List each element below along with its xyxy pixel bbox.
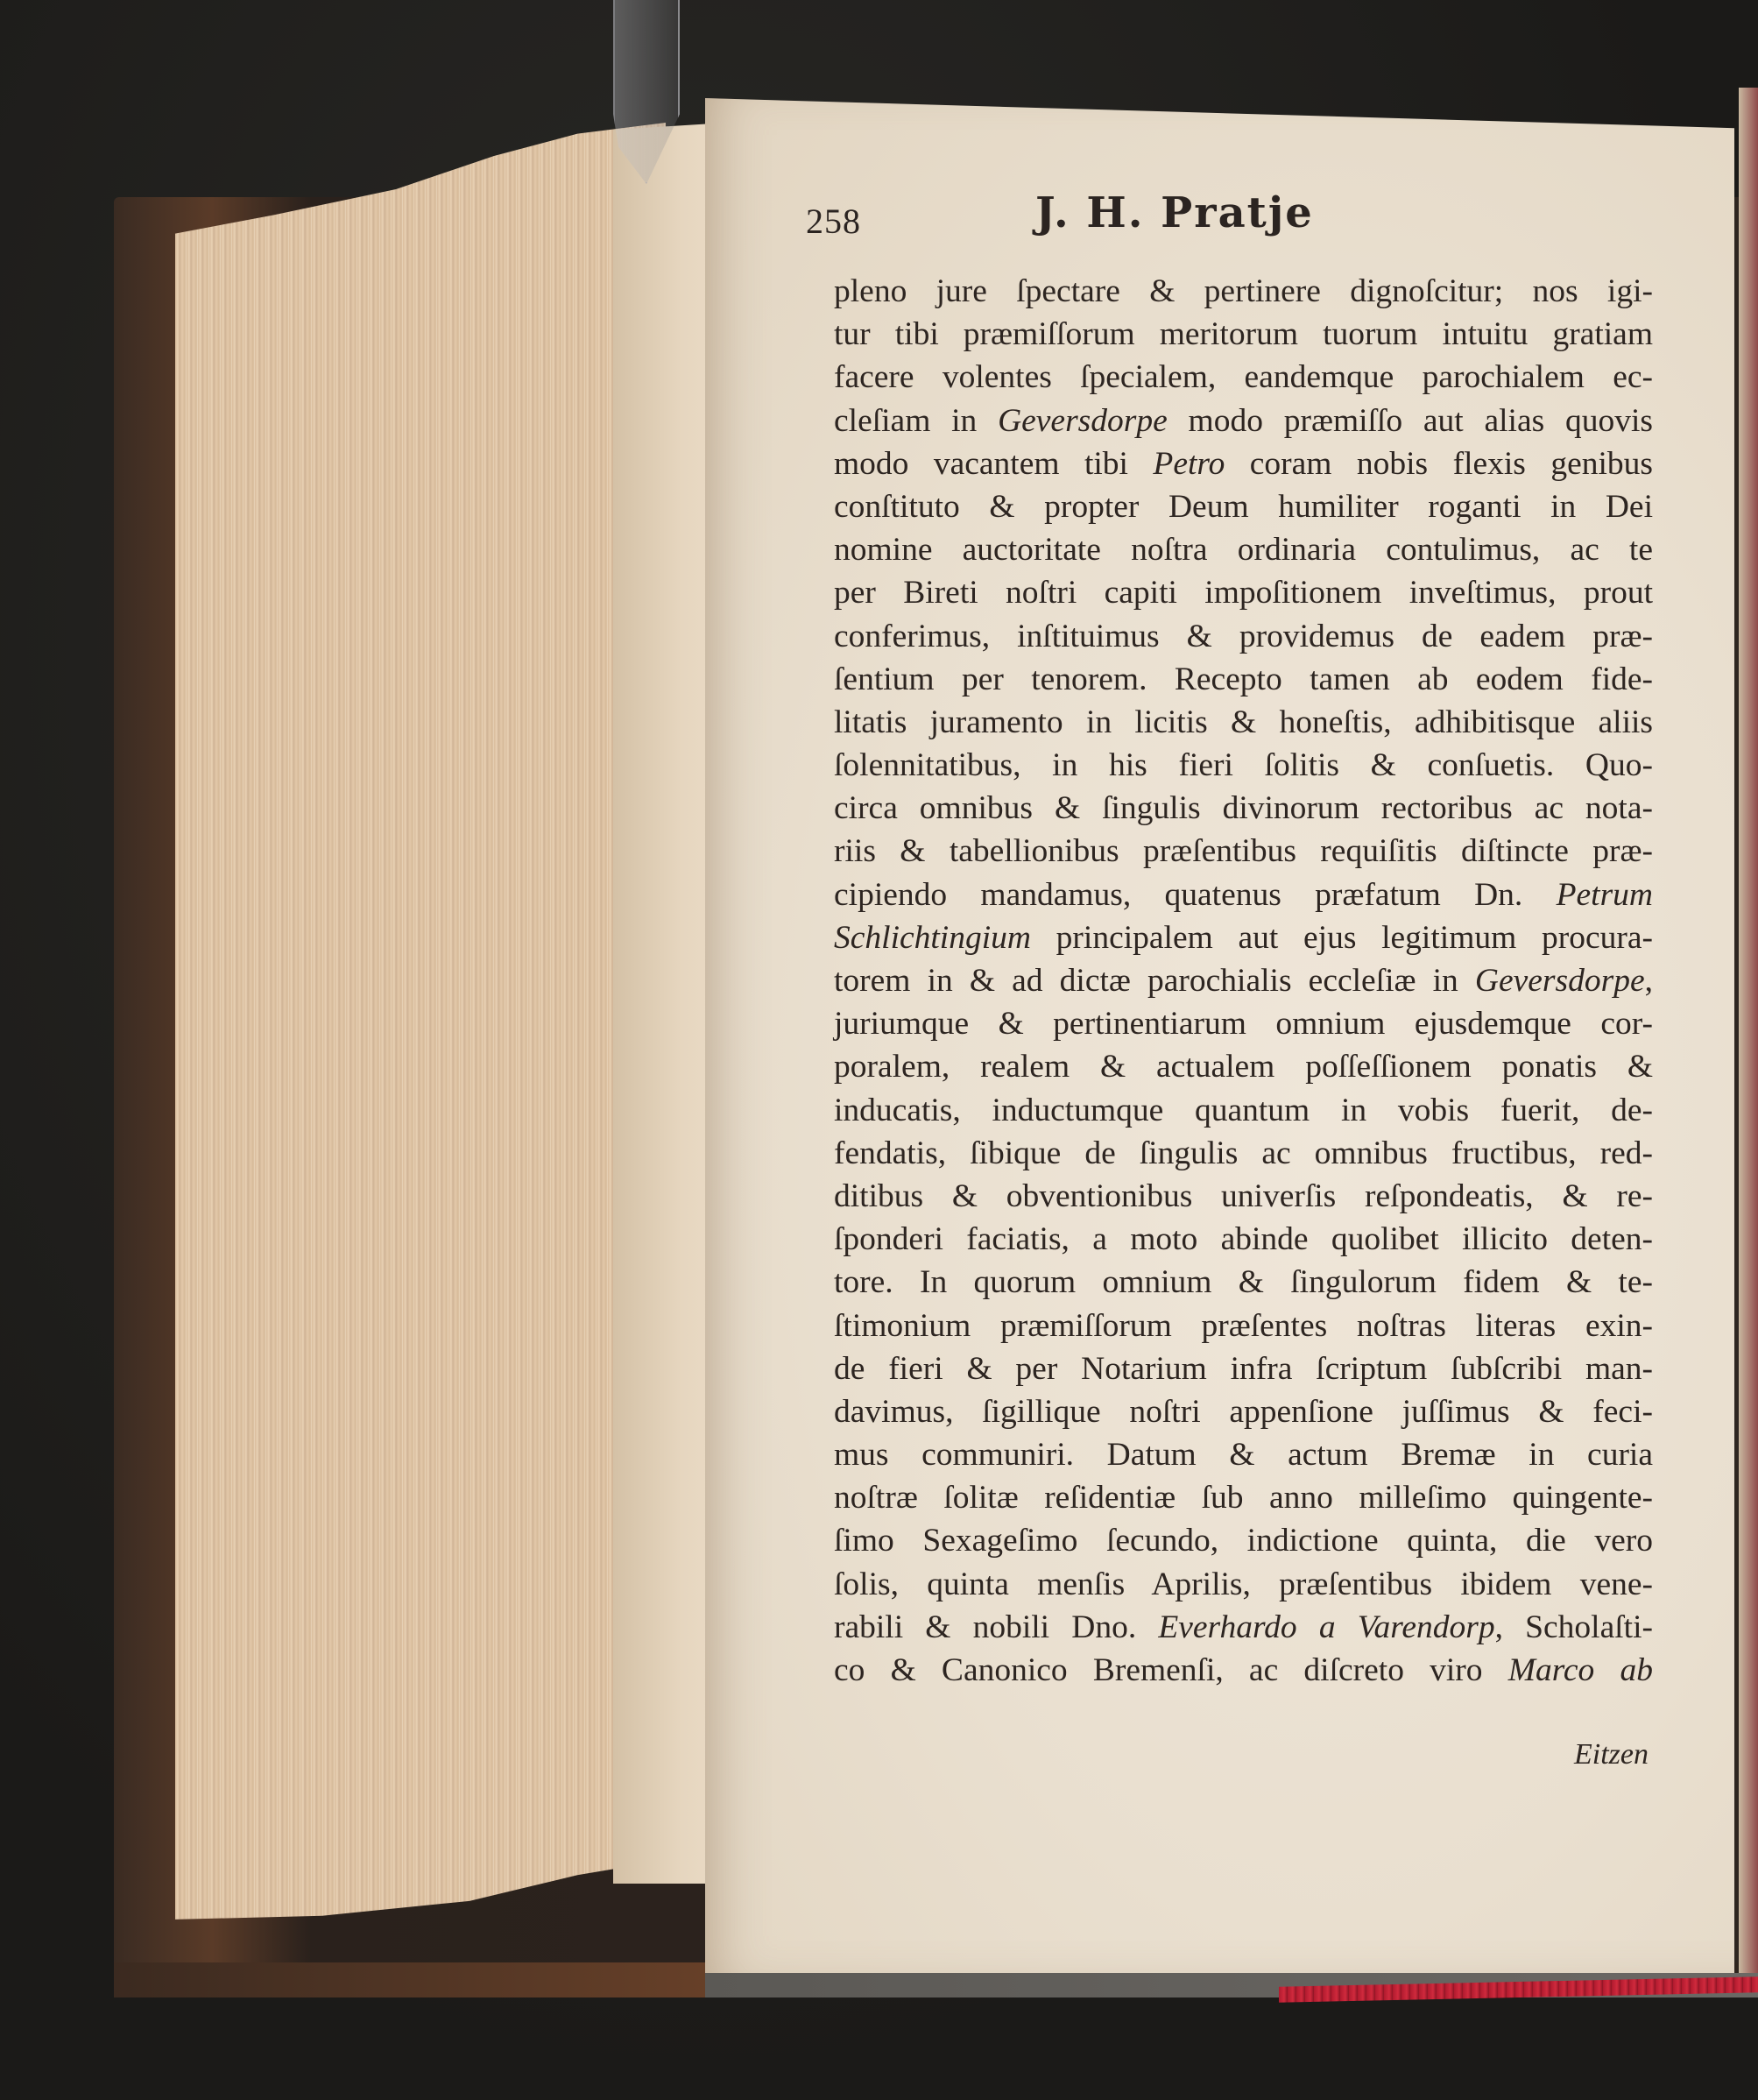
page-header bbox=[806, 188, 1647, 250]
running-head: J. H. Pratje bbox=[1035, 188, 1314, 237]
text-line: ſolis, quinta menſis Aprilis, præſentibus ibidem vene- bbox=[834, 1566, 1653, 1602]
text-line: ſimo Sexageſimo ſecundo, indictione quinta, die vero bbox=[834, 1523, 1653, 1559]
italic-name: Petro bbox=[1153, 445, 1225, 482]
body-text bbox=[834, 270, 1653, 1692]
text-line: ditibus & obventionibus univerſis reſpondeatis, & re- bbox=[834, 1177, 1653, 1214]
page-number: 258 bbox=[806, 202, 861, 241]
text-line: ſolennitatibus, in his fieri ſolitis & conſuetis. Quo- bbox=[834, 747, 1653, 784]
text-line: davimus, ſigillique noſtri appenſione juſſimus & feci- bbox=[834, 1393, 1653, 1430]
text-line: nomine auctoritate noſtra ordinaria contulimus, ac te bbox=[834, 532, 1653, 569]
italic-name: Everhardo a Varendorp bbox=[1158, 1609, 1495, 1645]
text-line: riis & tabellionibus præſentibus requiſitis diſtincte præ- bbox=[834, 833, 1653, 870]
right-binding-edge bbox=[1739, 88, 1758, 1980]
text-line: cipiendo mandamus, quatenus præfatum Dn. Petrum bbox=[834, 876, 1653, 913]
text-line: cleſiam in Geversdorpe modo præmiſſo aut alias quovis bbox=[834, 402, 1653, 439]
left-page-stack bbox=[175, 123, 666, 1971]
italic-name: Petrum bbox=[1556, 876, 1653, 913]
text-line: ſentium per tenorem. Recepto tamen ab eodem fide- bbox=[834, 661, 1653, 697]
text-line: torem in & ad dictæ parochialis eccleſiæ in Geversdorpe, bbox=[834, 963, 1653, 999]
text-line: Schlichtingium principalem aut ejus legitimum procura- bbox=[834, 919, 1653, 956]
text-line: litatis juramento in licitis & honeſtis, adhibitisque aliis bbox=[834, 704, 1653, 740]
text-line: rabili & nobili Dno. Everhardo a Varendorp, Scholaſti- bbox=[834, 1609, 1653, 1645]
text-line: conſtituto & propter Deum humiliter roganti in Dei bbox=[834, 488, 1653, 525]
catchword: Eitzen bbox=[1574, 1738, 1649, 1771]
text-line: ſponderi faciatis, a moto abinde quolibet illicito deten- bbox=[834, 1221, 1653, 1258]
text-line: conferimus, inſtituimus & providemus de eadem præ- bbox=[834, 618, 1653, 654]
text-line: mus communiri. Datum & actum Bremæ in curia bbox=[834, 1437, 1653, 1474]
text-line: modo vacantem tibi Petro coram nobis flexis genibus bbox=[834, 445, 1653, 482]
text-line: circa omnibus & ſingulis divinorum rectoribus ac nota- bbox=[834, 790, 1653, 827]
italic-name: Geversdorpe bbox=[1474, 963, 1645, 999]
text-line: co & Canonico Bremenſi, ac diſcreto viro Marco ab bbox=[834, 1652, 1653, 1688]
text-line: juriumque & pertinentiarum omnium ejusdemque cor- bbox=[834, 1006, 1653, 1043]
italic-name: Marco ab bbox=[1507, 1652, 1653, 1688]
text-line: pleno jure ſpectare & pertinere dignoſcitur; nos igi- bbox=[834, 273, 1653, 309]
italic-name: Geversdorpe bbox=[998, 402, 1168, 439]
text-line: tore. In quorum omnium & ſingulorum fidem & te- bbox=[834, 1264, 1653, 1301]
text-line: poralem, realem & actualem poſſeſſionem ponatis & bbox=[834, 1049, 1653, 1085]
text-line: de fieri & per Notarium infra ſcriptum ſubſcribi man- bbox=[834, 1350, 1653, 1387]
text-line: facere volentes ſpecialem, eandemque parochialem ec- bbox=[834, 359, 1653, 396]
text-line: per Bireti noſtri capiti impoſitionem inveſtimus, prout bbox=[834, 575, 1653, 612]
text-line: ſtimonium præmiſſorum præſentes noſtras literas exin- bbox=[834, 1307, 1653, 1344]
text-line: noſtræ ſolitæ reſidentiæ ſub anno milleſimo quingente- bbox=[834, 1480, 1653, 1517]
text-line: fendatis, ſibique de ſingulis ac omnibus fructibus, red- bbox=[834, 1135, 1653, 1171]
text-line: tur tibi præmiſſorum meritorum tuorum intuitu gratiam bbox=[834, 316, 1653, 353]
italic-name: Schlichtingium bbox=[834, 919, 1031, 956]
text-line: inducatis, inductumque quantum in vobis fuerit, de- bbox=[834, 1092, 1653, 1128]
